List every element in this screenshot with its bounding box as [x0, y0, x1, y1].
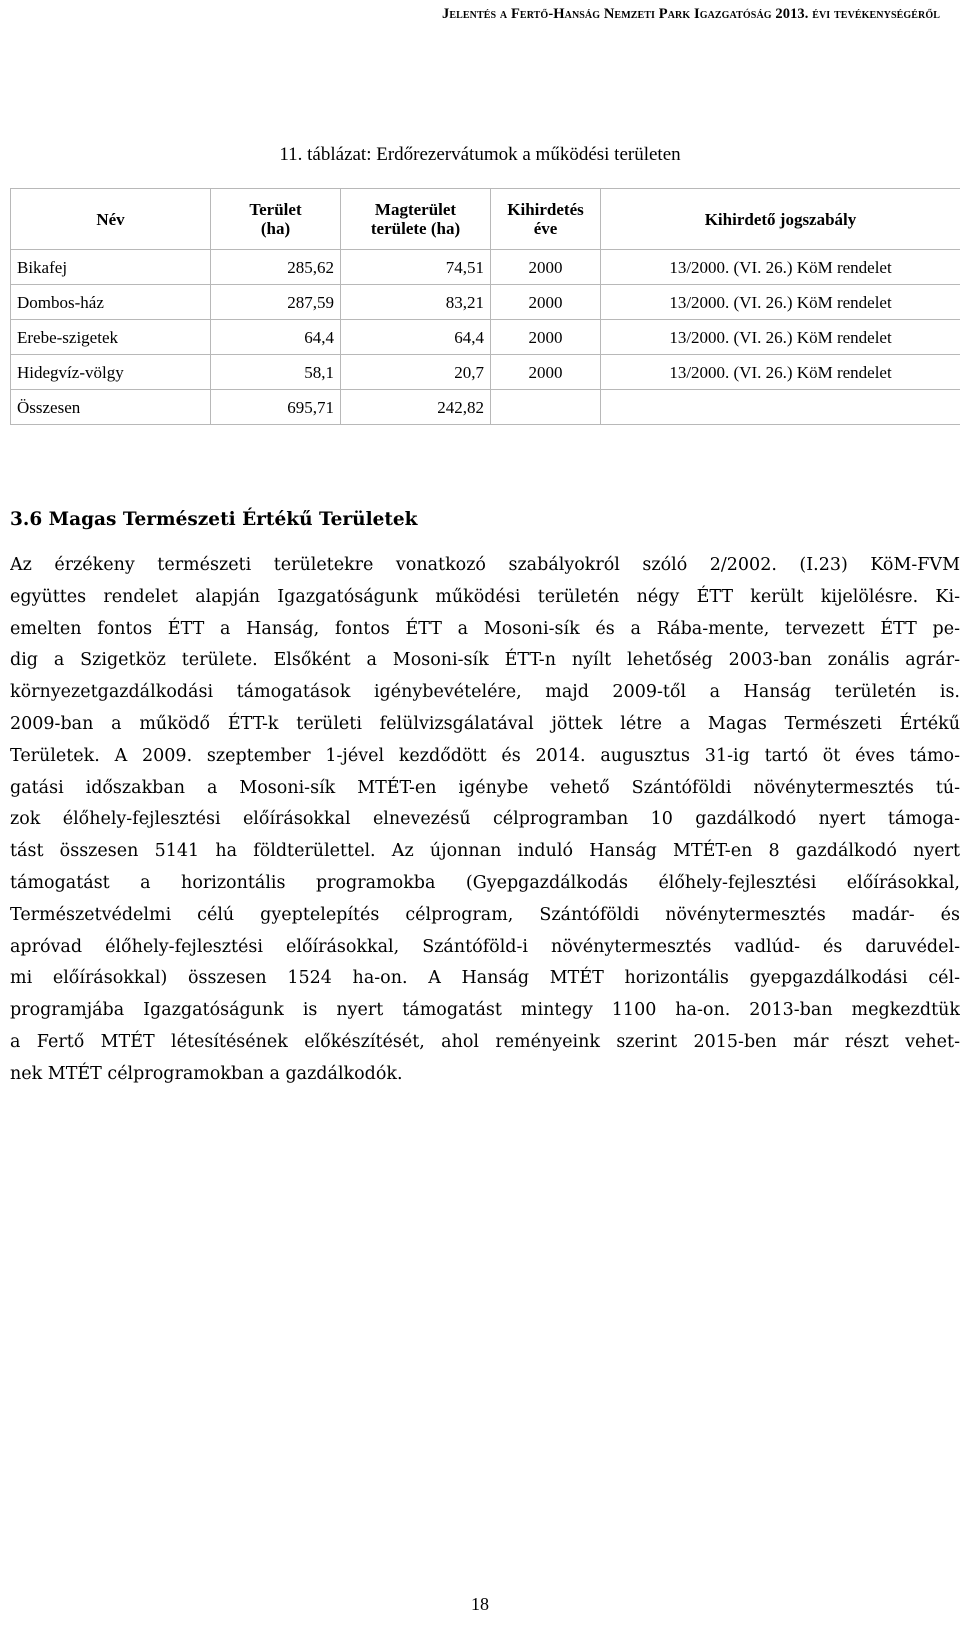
paragraph-line: támogatást a horizontális programokba (Gyepgazdálkodás élőhely-fejlesztési előírásokkal,	[10, 872, 960, 893]
paragraph-line: együttes rendelet alapján Igazgatóságunk működési területén négy ÉTT került kijelölésre. Ki-	[10, 586, 960, 607]
table-caption: 11. táblázat: Erdőrezervátumok a működési területen	[279, 144, 681, 165]
cell-area: 285,62	[211, 250, 341, 285]
paragraph-line: Területek. A 2009. szeptember 1-jével kezdődött és 2014. augusztus 31-ig tartó öt éves támo-	[10, 745, 960, 766]
cell-core-area: 20,7	[341, 355, 491, 390]
cell-core-area: 74,51	[341, 250, 491, 285]
cell-year: 2000	[491, 355, 601, 390]
cell-area: 58,1	[211, 355, 341, 390]
paragraph-line: tást összesen 5141 ha földterülettel. Az újonnan induló Hanság MTÉT-en 8 gazdálkodó nyert	[10, 841, 960, 862]
section-heading: 3.6 Magas Természeti Értékű Területek	[10, 509, 418, 530]
cell-core-area: 242,82	[341, 390, 491, 425]
page-number: 18	[471, 1594, 489, 1614]
cell-law: 13/2000. (VI. 26.) KöM rendelet	[601, 320, 960, 355]
table-row	[11, 250, 960, 285]
body-paragraph	[10, 550, 960, 1091]
col-header-law: Kihirdető jogszabály	[601, 189, 960, 250]
cell-area: 695,71	[211, 390, 341, 425]
paragraph-line: nek MTÉT célprogramokban a gazdálkodók.	[10, 1063, 403, 1084]
cell-name: Hidegvíz-völgy	[11, 355, 211, 390]
cell-law: 13/2000. (VI. 26.) KöM rendelet	[601, 250, 960, 285]
cell-core-area: 83,21	[341, 285, 491, 320]
forest-reserves-table	[10, 188, 960, 425]
cell-year: 2000	[491, 285, 601, 320]
cell-law: 13/2000. (VI. 26.) KöM rendelet	[601, 285, 960, 320]
paragraph-line: apróvad élőhely-fejlesztési előírásokkal, Szántóföld-i növénytermesztés vadlúd- és daruvédel-	[10, 936, 960, 957]
table-row	[11, 285, 960, 320]
paragraph-line: dig a Szigetköz területe. Elsőként a Mosoni-sík ÉTT-n nyílt lehetőség 2003-ban zonális agrár-	[10, 650, 960, 671]
cell-core-area: 64,4	[341, 320, 491, 355]
paragraph-line: zok élőhely-fejlesztési előírásokkal elnevezésű célprogramban 10 gazdálkodó nyert támoga-	[10, 809, 960, 830]
cell-name: Bikafej	[11, 250, 211, 285]
running-header: Jelentés a Fertő-Hanság Nemzeti Park Igazgatóság 2013. évi tevékenységéről	[442, 6, 940, 22]
cell-year: 2000	[491, 320, 601, 355]
table-row	[11, 320, 960, 355]
table-header-row	[11, 189, 960, 250]
cell-area: 64,4	[211, 320, 341, 355]
paragraph-line: emelten fontos ÉTT a Hanság, fontos ÉTT a Mosoni-sík és a Rába-mente, tervezett ÉTT pe-	[10, 618, 960, 639]
paragraph-line: programjába Igazgatóságunk is nyert támogatást mintegy 1100 ha-on. 2013-ban megkezdtük	[10, 1000, 960, 1021]
cell-name: Dombos-ház	[11, 285, 211, 320]
paragraph-line: gatási időszakban a Mosoni-sík MTÉT-en igénybe vehető Szántóföldi növénytermesztés tú-	[10, 777, 960, 798]
paragraph-line: Az érzékeny természeti területekre vonatkozó szabályokról szóló 2/2002. (I.23) KöM-FVM	[10, 555, 960, 575]
cell-area: 287,59	[211, 285, 341, 320]
col-header-name: Név	[11, 189, 211, 250]
cell-law: 13/2000. (VI. 26.) KöM rendelet	[601, 355, 960, 390]
paragraph-line: mi előírásokkal) összesen 1524 ha-on. A Hanság MTÉT horizontális gyepgazdálkodási cél-	[10, 968, 960, 989]
col-header-year: Kihirdetés éve	[491, 189, 601, 250]
paragraph-line: 2009-ban a működő ÉTT-k területi felülvizsgálatával jöttek létre a Magas Természeti Értékű	[10, 713, 960, 734]
table-row	[11, 355, 960, 390]
cell-name: Erebe-szigetek	[11, 320, 211, 355]
cell-year	[491, 390, 601, 425]
table-total-row	[11, 390, 960, 425]
col-header-core-area: Magterület területe (ha)	[341, 189, 491, 250]
paragraph-line: környezetgazdálkodási támogatások igénybevételére, majd 2009-től a Hanság területén is.	[10, 682, 960, 703]
paragraph-line: a Fertő MTÉT létesítésének előkészítését, ahol reményeink szerint 2015-ben már részt vehet-	[10, 1031, 960, 1052]
cell-law	[601, 390, 960, 425]
paragraph-line: Természetvédelmi célú gyeptelepítés célprogram, Szántóföldi növénytermesztés madár- és	[10, 904, 960, 925]
col-header-area: Terület (ha)	[211, 189, 341, 250]
cell-name: Összesen	[11, 390, 211, 425]
cell-year: 2000	[491, 250, 601, 285]
